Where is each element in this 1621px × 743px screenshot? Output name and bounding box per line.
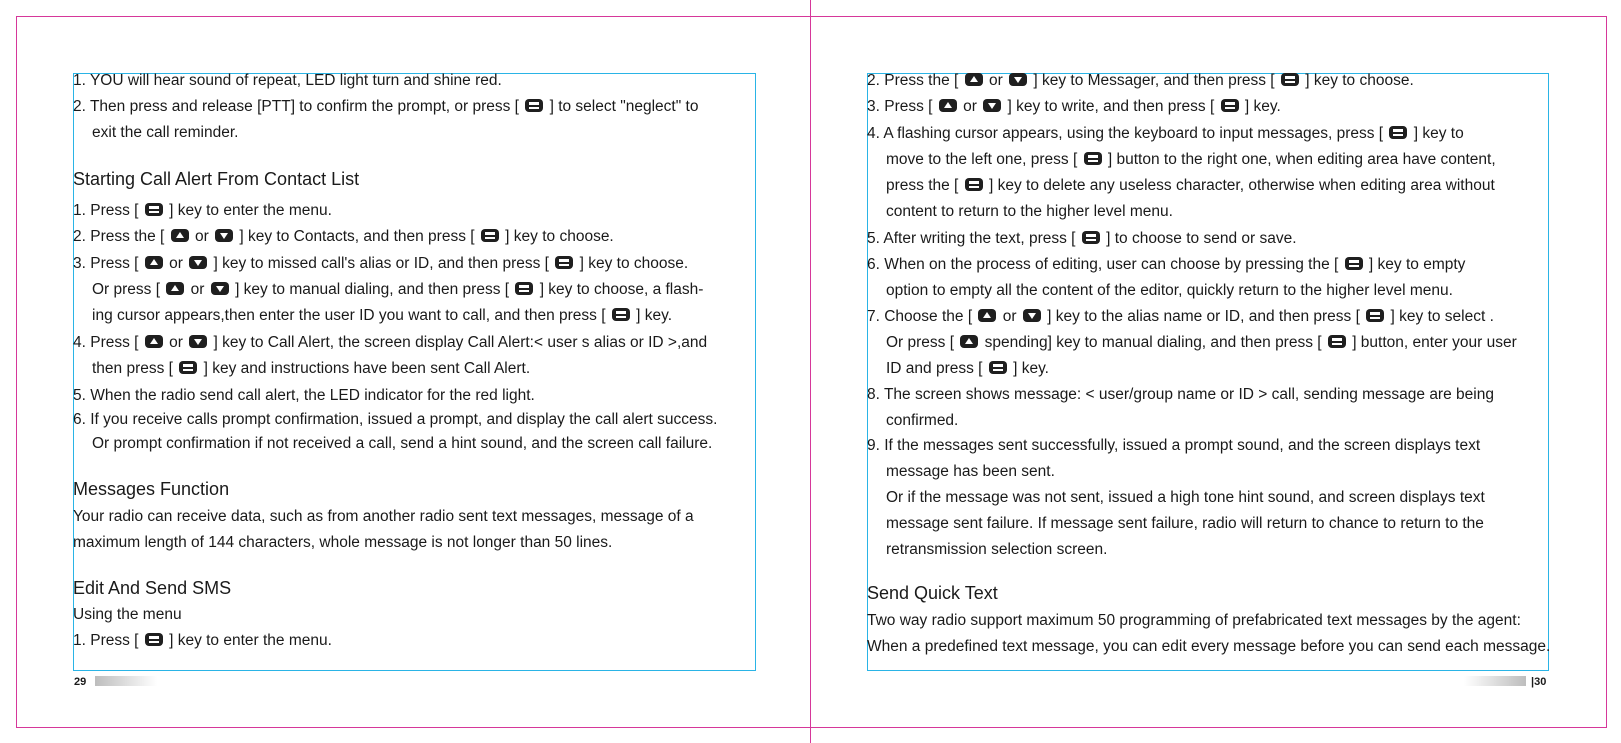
text-run: retransmission selection screen. — [886, 541, 1108, 558]
text-line — [867, 72, 1414, 90]
text-run: 4. Press [ — [73, 334, 143, 351]
text-run: 4. A flashing cursor appears, using the keyboard to input messages, press [ — [867, 125, 1388, 142]
text-run: 6. If you receive calls prompt confirmation, issued a prompt, and display the call alert success. — [73, 411, 718, 428]
text-line — [73, 534, 612, 552]
text-run: Using the menu — [73, 606, 182, 623]
right-page-number-text: 30 — [1534, 676, 1547, 688]
text-line — [73, 72, 502, 90]
right-page-content — [867, 0, 1572, 743]
menu-key-icon — [515, 282, 533, 295]
text-run: ] key to choose. — [575, 255, 689, 272]
text-run: message sent failure. If message sent failure, radio will return to chance to return to the — [886, 515, 1484, 532]
text-line — [886, 541, 1107, 559]
left-footer-bar — [95, 676, 157, 686]
text-run: exit the call reminder. — [92, 124, 239, 141]
text-line — [886, 334, 1517, 352]
text-run: When a predefined text message, you can edit every message before you can send each message. — [867, 638, 1551, 655]
menu-key-icon — [145, 203, 163, 216]
text-line — [867, 230, 1297, 248]
text-line — [867, 437, 1480, 455]
up-arrow-key-icon — [960, 335, 978, 348]
text-run: 8. The screen shows message: < user/group name or ID > call, sending message are being — [867, 386, 1494, 403]
text-run: or — [984, 72, 1008, 89]
text-run: ] key to write, and then press [ — [1003, 98, 1219, 115]
text-run: ] key to choose, a flash- — [535, 281, 704, 298]
text-run: ] key to the alias name or ID, and then press [ — [1042, 308, 1365, 325]
menu-key-icon — [1084, 152, 1102, 165]
menu-key-icon — [1082, 231, 1100, 244]
text-line — [92, 281, 703, 299]
text-run: Your radio can receive data, such as from another radio sent text messages, message of a — [73, 508, 694, 525]
text-run: Send Quick Text — [867, 583, 998, 603]
text-run: or — [190, 228, 214, 245]
text-line — [73, 202, 332, 220]
text-line — [73, 387, 535, 405]
page-divider — [810, 0, 811, 743]
text-line — [73, 98, 698, 116]
text-run: ] key to enter the menu. — [164, 202, 332, 219]
down-arrow-key-icon — [1023, 309, 1041, 322]
text-run: ] button to the right one, when editing area have content, — [1103, 151, 1496, 168]
text-run: 1. Press [ — [73, 202, 143, 219]
text-run: 2. Press the [ — [867, 72, 963, 89]
text-line — [73, 632, 332, 650]
text-line — [92, 360, 530, 378]
left-page-content — [73, 0, 773, 743]
text-run: 5. When the radio send call alert, the LED indicator for the red light. — [73, 387, 535, 404]
text-run: maximum length of 144 characters, whole message is not longer than 50 lines. — [73, 534, 613, 551]
text-run: 1. YOU will hear sound of repeat, LED light turn and shine red. — [73, 72, 502, 89]
text-line — [73, 334, 707, 352]
text-line — [886, 282, 1453, 300]
text-run: Messages Function — [73, 479, 230, 499]
text-line — [867, 98, 1281, 116]
text-run: ] key and instructions have been sent Call Alert. — [199, 360, 531, 377]
text-line — [73, 411, 717, 429]
section-heading — [73, 170, 359, 188]
menu-key-icon — [612, 308, 630, 321]
menu-key-icon — [965, 178, 983, 191]
text-run: Or prompt confirmation if not received a call, send a hint sound, and the screen call failure. — [92, 435, 713, 452]
text-run: ] key. — [1240, 98, 1281, 115]
down-arrow-key-icon — [189, 335, 207, 348]
text-run: ] key. — [631, 307, 673, 324]
text-run: ] key to — [1409, 125, 1464, 142]
up-arrow-key-icon — [145, 256, 163, 269]
down-arrow-key-icon — [211, 282, 229, 295]
up-arrow-key-icon — [965, 73, 983, 86]
text-run: 3. Press [ — [867, 98, 937, 115]
up-arrow-key-icon — [171, 229, 189, 242]
text-run: ] button, enter your user — [1347, 334, 1517, 351]
text-line — [867, 386, 1494, 404]
text-run: ] key to Call Alert, the screen display Call Alert:< user s alias or ID >,and — [209, 334, 708, 351]
menu-key-icon — [1221, 99, 1239, 112]
menu-key-icon — [1366, 309, 1384, 322]
text-run: content to return to the higher level menu. — [886, 203, 1173, 220]
text-run: ] to choose to send or save. — [1101, 230, 1297, 247]
menu-key-icon — [481, 229, 499, 242]
text-run: ] key to delete any useless character, otherwise when editing area without — [984, 177, 1495, 194]
down-arrow-key-icon — [215, 229, 233, 242]
section-heading — [73, 579, 231, 597]
menu-key-icon — [525, 99, 543, 112]
text-run: 2. Press the [ — [73, 228, 169, 245]
text-line — [92, 435, 712, 453]
right-page-number: |30 — [1531, 676, 1547, 688]
text-run: ] key to Messager, and then press [ — [1029, 72, 1279, 89]
text-run: message has been sent. — [886, 463, 1055, 480]
up-arrow-key-icon — [939, 99, 957, 112]
text-run: 7. Choose the [ — [867, 308, 977, 325]
text-run: ] key to select . — [1386, 308, 1494, 325]
menu-key-icon — [989, 361, 1007, 374]
text-run: 1. Press [ — [73, 632, 143, 649]
left-page-number: 29 — [74, 676, 87, 688]
text-run: 6. When on the process of editing, user can choose by pressing the [ — [867, 256, 1343, 273]
text-run: Edit And Send SMS — [73, 578, 232, 598]
section-heading — [867, 584, 998, 602]
text-run: ID and press [ — [886, 360, 987, 377]
text-run: Starting Call Alert From Contact List — [73, 169, 360, 189]
text-run: Or press [ — [886, 334, 959, 351]
text-line — [73, 228, 614, 246]
down-arrow-key-icon — [983, 99, 1001, 112]
text-line — [886, 360, 1049, 378]
menu-key-icon — [1389, 126, 1407, 139]
text-line — [92, 307, 672, 325]
text-run: or — [998, 308, 1021, 325]
text-run: ] to select "neglect" to — [545, 98, 699, 115]
text-run: ing cursor appears,then enter the user ID you want to call, and then press [ — [92, 307, 610, 324]
text-line — [867, 638, 1550, 656]
down-arrow-key-icon — [1009, 73, 1027, 86]
up-arrow-key-icon — [145, 335, 163, 348]
text-line — [886, 151, 1496, 169]
up-arrow-key-icon — [978, 309, 996, 322]
text-line — [73, 508, 694, 526]
menu-key-icon — [145, 633, 163, 646]
text-run: option to empty all the content of the editor, quickly return to the higher level menu. — [886, 282, 1453, 299]
text-run: Or if the message was not sent, issued a high tone hint sound, and screen displays text — [886, 489, 1485, 506]
text-run: Or press [ — [92, 281, 165, 298]
text-line — [886, 203, 1173, 221]
text-run: ] key to Contacts, and then press [ — [235, 228, 479, 245]
text-line — [73, 255, 688, 273]
text-run: 3. Press [ — [73, 255, 143, 272]
text-run: 2. Then press and release [PTT] to confirm the prompt, or press [ — [73, 98, 524, 115]
text-run: spending] key to manual dialing, and then press [ — [980, 334, 1326, 351]
text-line — [867, 612, 1521, 630]
text-line — [886, 412, 958, 430]
text-run: or — [958, 98, 982, 115]
menu-key-icon — [179, 361, 197, 374]
text-run: ] key to enter the menu. — [164, 632, 332, 649]
text-run: 9. If the messages sent successfully, issued a prompt sound, and the screen displays text — [867, 437, 1481, 454]
text-line — [886, 463, 1055, 481]
text-run: ] key to choose. — [500, 228, 614, 245]
text-line — [886, 177, 1495, 195]
up-arrow-key-icon — [166, 282, 184, 295]
text-run: ] key to empty — [1364, 256, 1466, 273]
text-line — [886, 489, 1485, 507]
text-run: confirmed. — [886, 412, 959, 429]
menu-key-icon — [1345, 257, 1363, 270]
text-run: or — [164, 334, 188, 351]
menu-key-icon — [1328, 335, 1346, 348]
text-line — [867, 256, 1465, 274]
text-run: or — [186, 281, 209, 298]
text-run: ] key. — [1008, 360, 1049, 377]
text-run: Two way radio support maximum 50 programming of prefabricated text messages by the agent: — [867, 612, 1521, 629]
text-line — [867, 308, 1494, 326]
text-run: move to the left one, press [ — [886, 151, 1082, 168]
text-line — [886, 515, 1484, 533]
menu-key-icon — [555, 256, 573, 269]
text-line — [92, 124, 238, 142]
text-run: then press [ — [92, 360, 178, 377]
right-footer-bar — [1464, 676, 1526, 686]
text-run: press the [ — [886, 177, 963, 194]
menu-key-icon — [1281, 73, 1299, 86]
text-line — [867, 125, 1464, 143]
text-run: ] key to choose. — [1300, 72, 1414, 89]
down-arrow-key-icon — [189, 256, 207, 269]
text-run: 5. After writing the text, press [ — [867, 230, 1080, 247]
text-line — [73, 606, 182, 624]
text-run: or — [164, 255, 188, 272]
text-run: ] key to missed call's alias or ID, and then press [ — [209, 255, 554, 272]
text-run: ] key to manual dialing, and then press [ — [230, 281, 514, 298]
section-heading — [73, 480, 229, 498]
